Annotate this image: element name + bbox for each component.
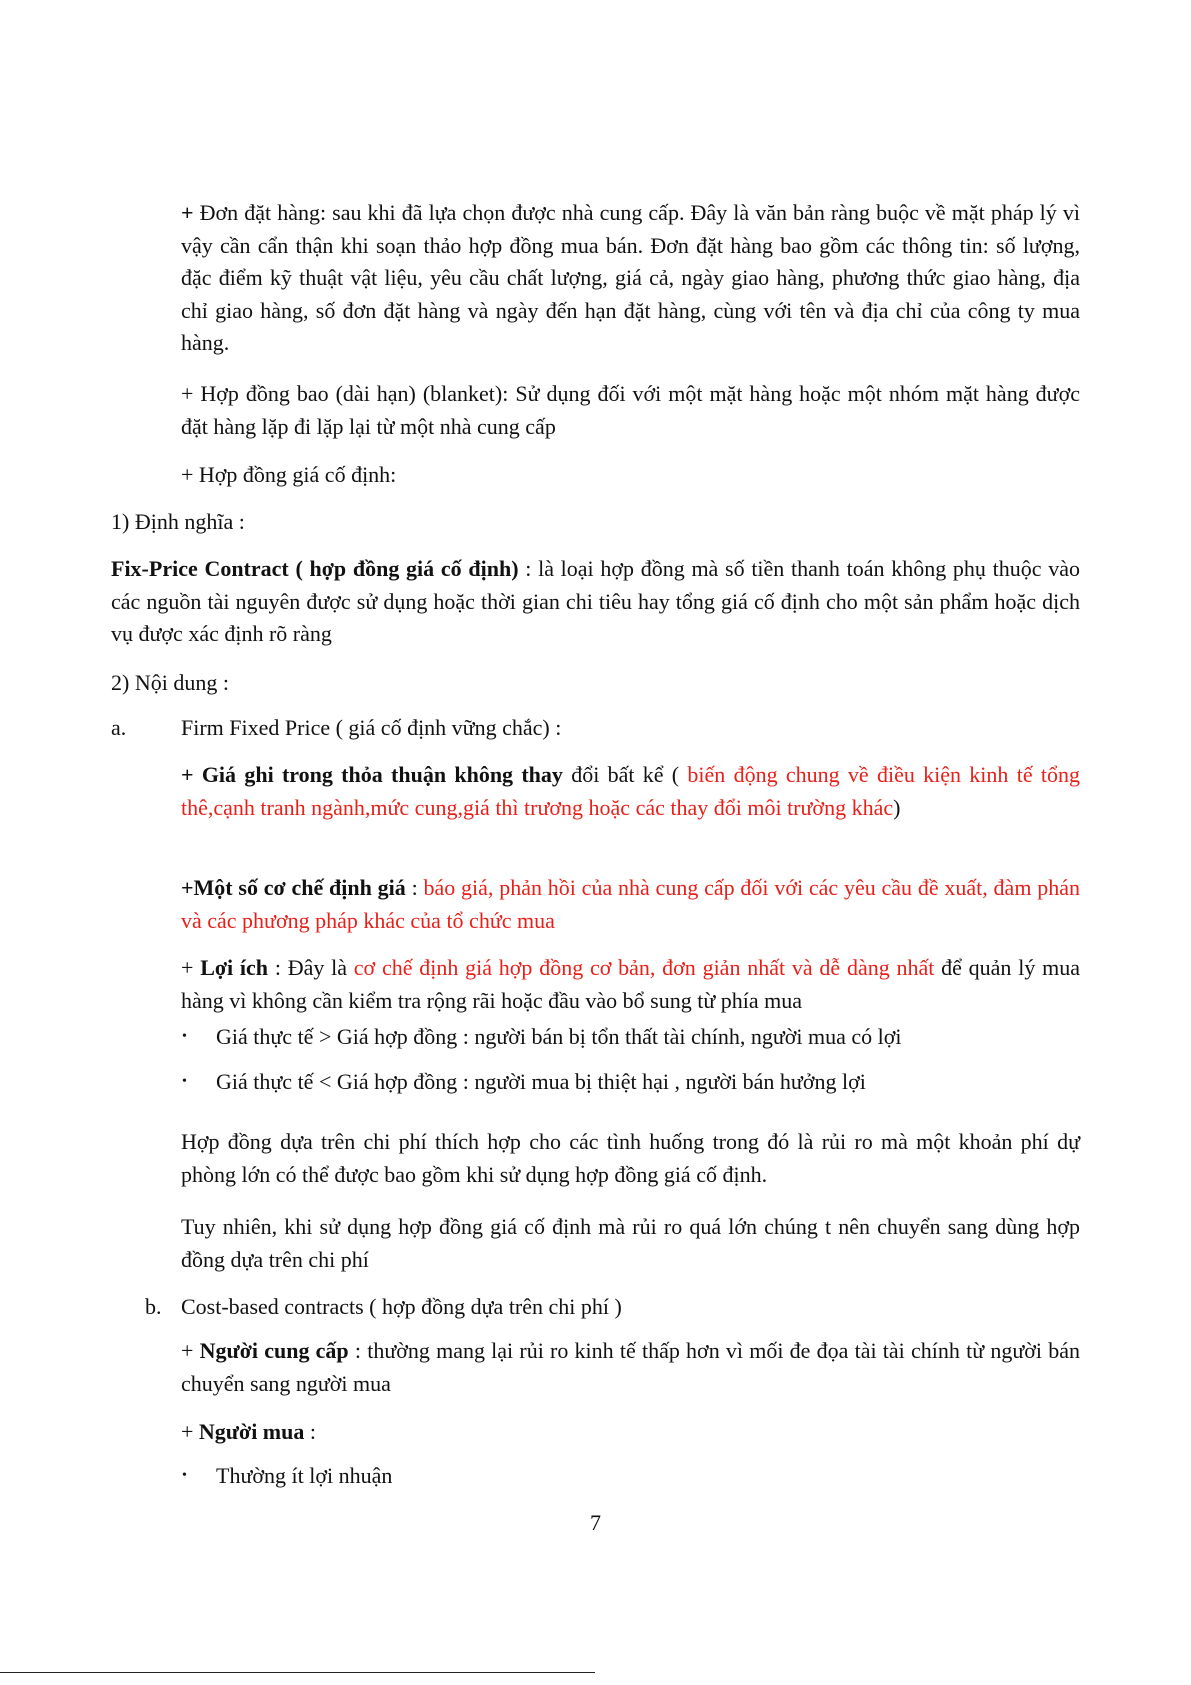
- definition-text: : là loại hợp đồng mà số tiền thanh toán không phụ thuộc vào các nguồn tài nguyên được sử dụng hoặc thời gian chi tiêu hay tổng giá cố định cho một sản phẩm hoặc dịch vụ được xác định rõ ràng: [111, 556, 1081, 646]
- bullet-item-buyer-loss: Giá thực tế < Giá hợp đồng : người mua bị thiệt hại , người bán hưởng lợi: [216, 1069, 866, 1094]
- buyer-plus: +: [181, 1419, 199, 1444]
- pricing-mechanisms-red: báo giá, phản hồi của nhà cung cấp đối với các yêu cầu đề xuất, đàm phán và các phương pháp khác của tổ chức mua: [181, 875, 1080, 933]
- paragraph-fixed-price-contract: + Hợp đồng giá cố định:: [181, 462, 397, 487]
- supplier-plus: +: [181, 1338, 200, 1363]
- paragraph-buyer: [181, 1416, 1080, 1449]
- benefits-text: : Đây là: [268, 955, 354, 980]
- price-unchanged-bold: + Giá ghi trong thỏa thuận không thay: [181, 762, 563, 787]
- list-label-b: b.: [145, 1294, 162, 1319]
- benefits-end: để quản lý mua hàng vì không cần kiểm tra rộng rãi hoặc đầu vào bổ sung từ phía mua: [181, 955, 1080, 1013]
- price-unchanged-text: đổi bất kể (: [562, 762, 688, 787]
- buyer-bold: Người mua: [198, 1419, 305, 1444]
- supplier-bold: Người cung cấp: [199, 1338, 349, 1363]
- benefits-bold: Lợi ích: [200, 955, 269, 980]
- bullet-item-seller-loss: Giá thực tế > Giá hợp đồng : người bán bị tổn thất tài chính, người mua có lợi: [216, 1024, 902, 1049]
- supplier-text: : thường mang lại rủi ro kinh tế thấp hơn vì mối đe đọa tài tài chính từ người bán chuyển sang người mua: [181, 1338, 1080, 1396]
- bullet-icon: •: [182, 1468, 187, 1483]
- footnote-divider: [0, 1672, 595, 1673]
- heading-content: 2) Nội dung :: [111, 670, 229, 695]
- paragraph-blanket-contract: + Hợp đồng bao (dài hạn) (blanket): Sử dụng đối với một mặt hàng hoặc một nhóm mặt hàng được đặt hàng lặp đi lặp lại từ một nhà cung cấp: [181, 381, 1080, 439]
- price-unchanged-red: biến động chung về điều kiện kinh tế tổng thê,cạnh tranh ngành,mức cung,giá thì trương hoặc các thay đổi môi trường khác: [181, 762, 1080, 820]
- purchase-order-text: Đơn đặt hàng: sau khi đã lựa chọn được nhà cung cấp. Đây là văn bản ràng buộc về mặt pháp lý vì vậy cần cẩn thận khi soạn thảo hợp đồng mua bán. Đơn đặt hàng bao gồm các thông tin: số lượng, đặc điểm kỹ thuật vật liệu, yêu cầu chất lượng, giá cả, ngày giao hàng, phương thức giao hàng, địa chỉ giao hàng, số đơn đặt hàng và ngày đến hạn đặt hàng, cùng với tên và địa chỉ của công ty mua hàng.: [181, 200, 1080, 355]
- benefits-red: cơ chế định giá hợp đồng cơ bản, đơn giản nhất và dễ dàng nhất: [353, 955, 935, 980]
- paragraph-switch-recommendation: Tuy nhiên, khi sử dụng hợp đồng giá cố định mà rủi ro quá lớn chúng t nên chuyển sang dùng hợp đồng dựa trên chi phí: [181, 1214, 1080, 1272]
- buyer-colon: :: [304, 1419, 316, 1444]
- bullet-icon: •: [182, 1029, 187, 1044]
- bullet-icon: •: [182, 1074, 187, 1089]
- heading-definition: 1) Định nghĩa :: [111, 509, 245, 534]
- paragraph-definition: [111, 553, 1080, 651]
- pricing-mechanisms-bold: +Một số cơ chế định giá: [181, 875, 406, 900]
- plus-marker: +: [181, 200, 194, 225]
- list-label-a: a.: [111, 715, 127, 740]
- benefits-plus: +: [181, 955, 201, 980]
- price-unchanged-end: ): [893, 794, 901, 820]
- item-firm-fixed-price: Firm Fixed Price ( giá cố định vững chắc) :: [181, 715, 562, 740]
- paragraph-price-unchanged: [181, 759, 1080, 824]
- paragraph-purchase-order: [181, 197, 1080, 360]
- paragraph-benefits: [181, 952, 1080, 1017]
- bullet-item-less-profit: Thường ít lợi nhuận: [216, 1463, 393, 1488]
- definition-term: Fix-Price Contract ( hợp đồng giá cố định): [111, 556, 519, 581]
- paragraph-supplier: [181, 1335, 1080, 1400]
- pricing-mechanisms-colon: :: [405, 875, 424, 900]
- paragraph-pricing-mechanisms: [181, 872, 1080, 937]
- page-number: 7: [590, 1510, 601, 1535]
- item-cost-based-contracts: Cost-based contracts ( hợp đồng dựa trên chi phí ): [181, 1294, 622, 1319]
- paragraph-cost-based-suitability: Hợp đồng dựa trên chi phí thích hợp cho các tình huống trong đó là rủi ro mà một khoản phí dự phòng lớn có thể được bao gồm khi sử dụng hợp đồng giá cố định.: [181, 1129, 1080, 1187]
